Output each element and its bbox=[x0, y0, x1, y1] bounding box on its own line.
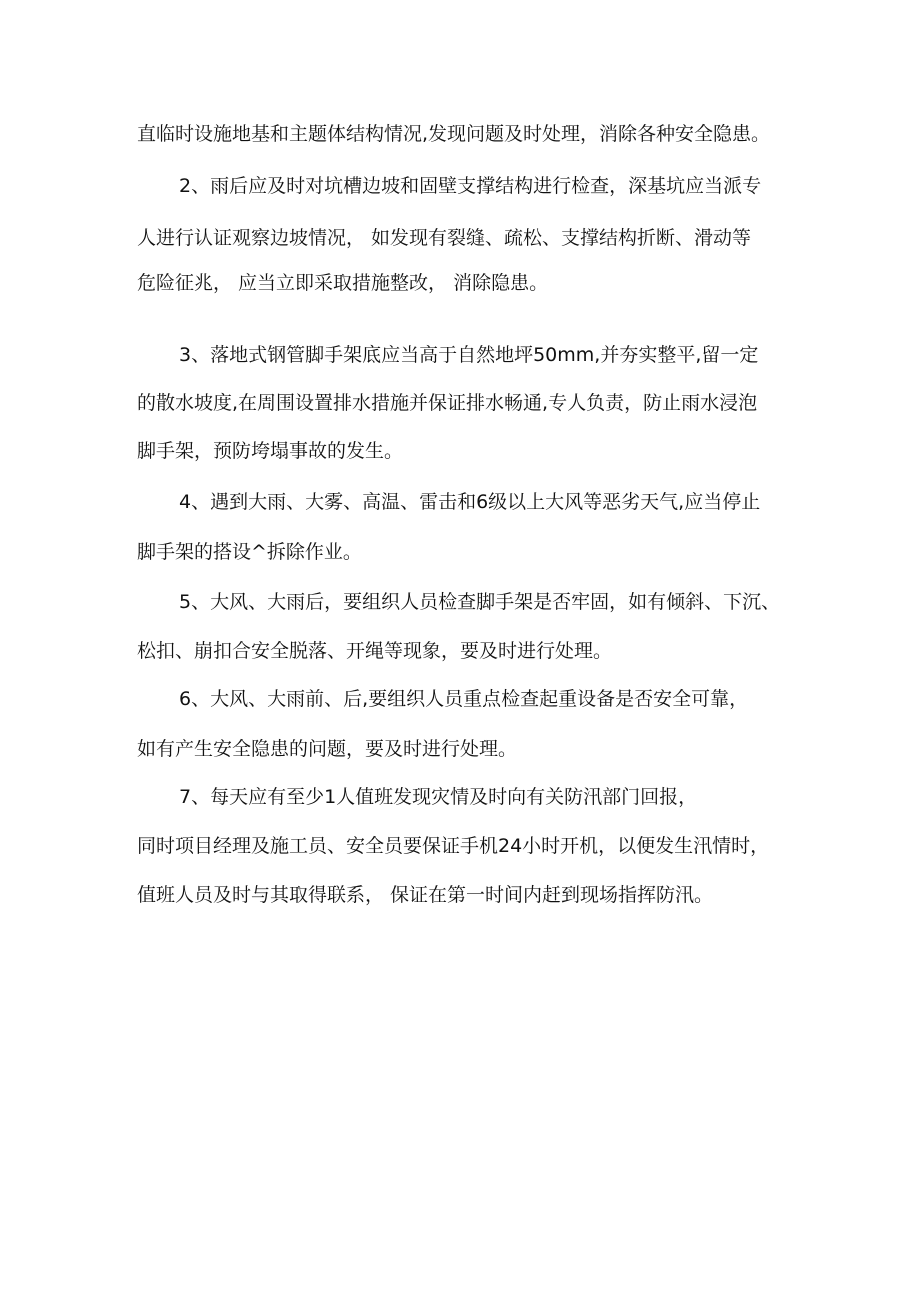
text-line-4: 危险征兆， 应当立即采取措施整改， 消除隐患。 bbox=[137, 272, 549, 294]
text-line-11: 松扣、崩扣合安全脱落、开绳等现象，要及时进行处理。 bbox=[137, 640, 613, 662]
text-line-14: 7、每天应有至少1人值班发现灾情及时向有关防汛部门回报， bbox=[179, 786, 698, 808]
text-line-5: 3、落地式钢管脚手架底应当高于自然地坪50mm,并夯实整平,留一定 bbox=[179, 344, 759, 366]
text-line-3: 人进行认证观察边坡情况， 如发现有裂缝、疏松、支撑结构折断、滑动等 bbox=[137, 227, 752, 249]
text-line-9: 脚手架的搭设^拆除作业。 bbox=[137, 541, 362, 563]
text-line-10: 5、大风、大雨后，要组织人员检查脚手架是否牢固，如有倾斜、下沉、 bbox=[179, 591, 781, 613]
text-line-1: 直临时设施地基和主题体结构情况,发现问题及时处理，消除各种安全隐患。 bbox=[137, 123, 771, 145]
text-line-12: 6、大风、大雨前、后,要组织人员重点检查起重设备是否安全可靠， bbox=[179, 688, 749, 710]
text-line-7: 脚手架，预防垮塌事故的发生。 bbox=[137, 440, 404, 462]
text-line-2: 2、雨后应及时对坑槽边坡和固壁支撑结构进行检查，深基坑应当派专 bbox=[179, 175, 762, 197]
text-line-13: 如有产生安全隐患的问题，要及时进行处理。 bbox=[137, 738, 518, 760]
text-line-16: 值班人员及时与其取得联系， 保证在第一时间内赶到现场指挥防汛。 bbox=[137, 884, 714, 906]
text-line-8: 4、遇到大雨、大雾、高温、雷击和6级以上大风等恶劣天气,应当停止 bbox=[179, 491, 761, 513]
text-line-15: 同时项目经理及施工员、安全员要保证手机24小时开机，以便发生汛情时， bbox=[137, 835, 770, 857]
text-line-6: 的散水坡度,在周围设置排水措施并保证排水畅通,专人负责，防止雨水浸泡 bbox=[137, 392, 758, 414]
